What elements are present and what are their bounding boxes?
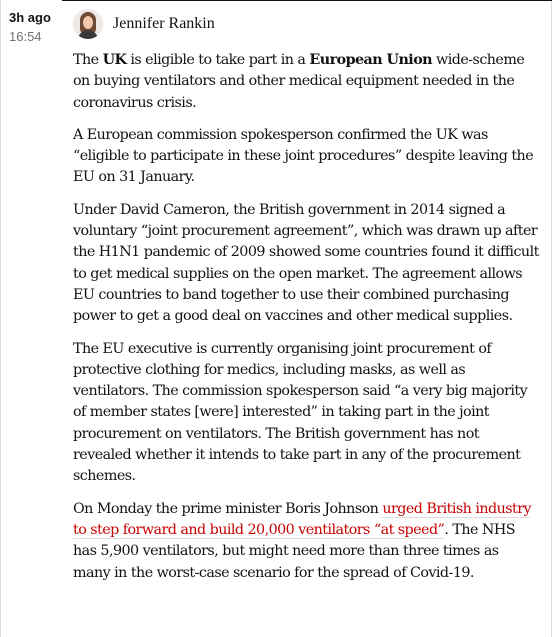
author-name: Jennifer Rankin — [113, 15, 215, 32]
paragraph-4: The EU executive is currently organising joint procurement of protective clothing for medics, including masks, as well as ventilators. The commission spokesperson said “a very big majority of member states [were] interested” in taking part in the joint procurement on ventilators. The British government has not revealed whether it intends to take part in any of the procurement schemes. — [73, 340, 528, 485]
entry-top-rule — [62, 0, 552, 1]
timestamp: 16:54 — [9, 29, 42, 44]
entry-body — [73, 50, 539, 595]
bold-uk: UK — [102, 52, 127, 68]
bold-european-union: European Union — [309, 52, 433, 68]
left-border — [0, 0, 1, 637]
ventilators-link[interactable]: urged British industry to step forward and build 20,000 ventilators “at speed” — [73, 500, 532, 538]
time-ago[interactable]: 3h ago — [9, 10, 51, 25]
paragraph-2: A European commission spokesperson confirmed the UK was “eligible to participate in these joint procedures” despite leaving the EU on 31 January. — [73, 126, 534, 186]
byline — [73, 7, 215, 41]
paragraph-5: On Monday the prime minister Boris Johnson urged British industry to step forward and build 20,000 ventilators “at speed”. The NHS has 5,900 ventilators, but might need more than three times as many in the worst-case scenario for the spread of Covid-19. — [73, 500, 532, 581]
paragraph-3: Under David Cameron, the British government in 2014 signed a voluntary “joint procurement agreement”, which was drawn up after the H1N1 pandemic of 2009 showed some countries found it difficult to get medical supplies on the open market. The agreement allows EU countries to band together to use their combined purchasing power to get a good deal on vaccines and other medical supplies. — [73, 201, 539, 325]
entry-time — [9, 9, 55, 46]
paragraph-1: The UK is eligible to take part in a European Union wide-scheme on buying ventilators and other medical equipment needed in the coronavirus crisis. — [73, 52, 525, 111]
author-avatar — [73, 9, 103, 39]
